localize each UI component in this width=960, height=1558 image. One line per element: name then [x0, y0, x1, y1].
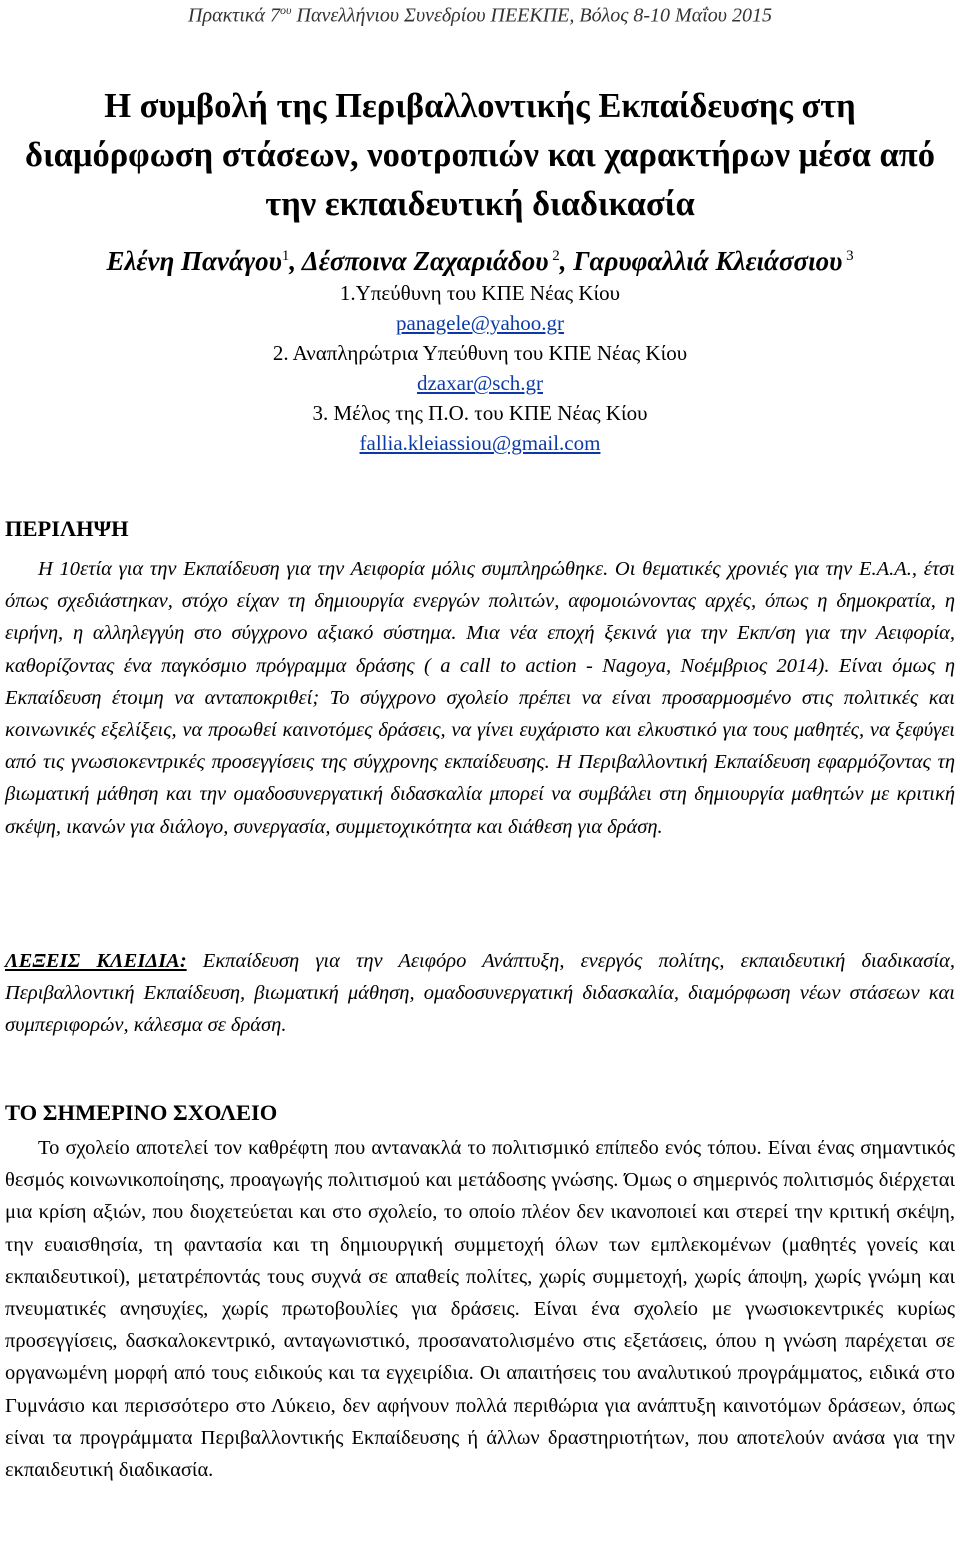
affiliation-role: 3. Μέλος της Π.Ο. του ΚΠΕ Νέας Κίου	[312, 401, 648, 425]
author-affiliation-mark: 3	[842, 248, 854, 264]
title-line: διαμόρφωση στάσεων, νοοτροπιών και χαρακτήρων μέσα από	[25, 136, 935, 174]
affiliation-email-link[interactable]: dzaxar@sch.gr	[416, 371, 544, 395]
running-header	[0, 3, 960, 28]
author-affiliation-mark: 2	[548, 248, 560, 264]
title-line: Η συμβολή της Περιβαλλοντικής Εκπαίδευσης στη	[104, 87, 856, 125]
author-name: Ελένη Πανάγου	[106, 246, 282, 276]
keywords-label: ΛΕΞΕΙΣ ΚΛΕΙΔΙΑ:	[5, 950, 187, 972]
affiliation-role: 2. Αναπληρώτρια Υπεύθυνη του ΚΠΕ Νέας Κίου	[272, 341, 688, 365]
section-text	[5, 1132, 955, 1486]
affiliation-role: 1.Υπεύθυνη του ΚΠΕ Νέας Κίου	[339, 281, 621, 305]
title-line: την εκπαιδευτική διαδικασία	[265, 185, 695, 223]
header-post: Πανελλήνιου Συνεδρίου ΠΕΕΚΠΕ, Βόλος 8-10 Μαΐου 2015	[291, 4, 772, 27]
paper-title	[20, 82, 940, 229]
abstract-body: Η 10ετία για την Εκπαίδευση για την Αειφορία μόλις συμπληρώθηκε. Οι θεματικές χρονιές για την Ε.Α.Α., έτσι όπως σχεδιάστηκαν, στόχο είχαν τη δημιουργία ενεργών πολιτών, αφομοιώνοντας αρχές, όπως η δημοκρατία, η ειρήνη, η αλληλεγγύη στο σύγχρονο αξιακό σύστημα. Μια νέα εποχή ξεκινά για την Εκπ/ση για την Αειφορία, καθορίζοντας ένα παγκόσμιο πρόγραμμα δράσης ( a call to action - Nagoya, Νοέμβριος 2014). Είναι όμως η Εκπαίδευση έτοιμη να ανταποκριθεί; Το σύγχρονο σχολείο πρέπει να είναι προσαρμοσμένο στις πολιτικές και κοινωνικές εξελίξεις, να προωθεί καινοτόμες δράσεις, να γίνει ευχάριστο και ελκυστικό για τους μαθητές, να ξεφύγει από τις γνωσιοκεντρικές προσεγγίσεις της σύγχρονης εκπαίδευσης. Η Περιβαλλοντική Εκπαίδευση εφαρμόζοντας τη βιωματική μάθηση και την ομαδοσυνεργατική διδασκαλία μπορεί να συμβάλει στη δημιουργία μαθητών με κριτική σκέψη, ικανών για διάλογο, συνεργασία, συμμετοχικότητα και διάθεση για δράση.	[5, 558, 955, 838]
author-list	[20, 238, 940, 279]
abstract-heading: ΠΕΡΙΛΗΨΗ	[5, 516, 129, 541]
header-superscript: ου	[279, 3, 292, 17]
affiliation-email-link[interactable]: fallia.kleiassiou@gmail.com	[359, 431, 601, 455]
author-affiliation-mark: 1	[281, 248, 290, 264]
affiliation-3	[0, 398, 960, 458]
author-name: , Δέσποινα Ζαχαριάδου	[289, 246, 549, 276]
abstract-text	[5, 553, 955, 843]
section-heading: ΤΟ ΣΗΜΕΡΙΝΟ ΣΧΟΛΕΙΟ	[5, 1100, 278, 1125]
keywords-text: Εκπαίδευση για την Αειφόρο Ανάπτυξη, ενεργός πολίτης, εκπαιδευτική διαδικασία, Περιβαλλοντική Εκπαίδευση, βιωματική μάθηση, ομαδοσυνεργατική διδασκαλία, διαμόρφωση νέων στάσεων και συμπεριφορών, κάλεσμα σε δράση.	[5, 950, 955, 1037]
affiliation-email-link[interactable]: panagele@yahoo.gr	[395, 311, 565, 335]
keywords-paragraph	[5, 945, 955, 1042]
header-pre: Πρακτικά 7	[188, 4, 280, 27]
section-body: Το σχολείο αποτελεί τον καθρέφτη που αντανακλά το πολιτισμικό επίπεδο ενός τόπου. Είναι ένας σημαντικός θεσμός κοινωνικοποίησης, προαγωγής πολιτισμού και μετάδοσης γνώσης. Όμως ο σημερινός πολιτισμός διέρχεται μια κρίση αξιών, που διοχετεύεται και στο σχολείο, το οποίο πλέον δεν ικανοποιεί και στερεί την κριτική σκέψη, την ευαισθησία, τη φαντασία και τη δημιουργική συμμετοχή όλων των εμπλεκομένων (μαθητές γονείς και εκπαιδευτικοί), μετατρέποντάς τους συχνά σε απαθείς πολίτες, χωρίς συμμετοχή, χωρίς άποψη, χωρίς γνώμη και πνευματικές ανησυχίες, χωρίς πρωτοβουλίες για δράσεις. Είναι ένα σχολείο με γνωσιοκεντρικές κυρίως προσεγγίσεις, δασκαλοκεντρικό, ανταγωνιστικό, προσανατολισμένο στις εξετάσεις, όπου η γνώση παρέχεται σε οργανωμένη μορφή από τους ειδικούς και τα εγχειρίδια. Οι απαιτήσεις του αναλυτικού προγράμματος, ειδικά στο Γυμνάσιο και περισσότερο στο Λύκειο, δεν αφήνουν πολλά περιθώρια για ανάπτυξη καινοτόμων δράσεων, όπως είναι τα προγράμματα Περιβαλλοντικής Εκπαίδευσης ή άλλων δραστηριοτήτων, που αποτελούν ανάσα για την εκπαιδευτική διαδικασία.	[5, 1137, 955, 1482]
affiliation-1	[0, 278, 960, 338]
affiliation-2	[0, 338, 960, 398]
author-name: , Γαρυφαλλιά Κλειάσσιου	[559, 246, 843, 276]
